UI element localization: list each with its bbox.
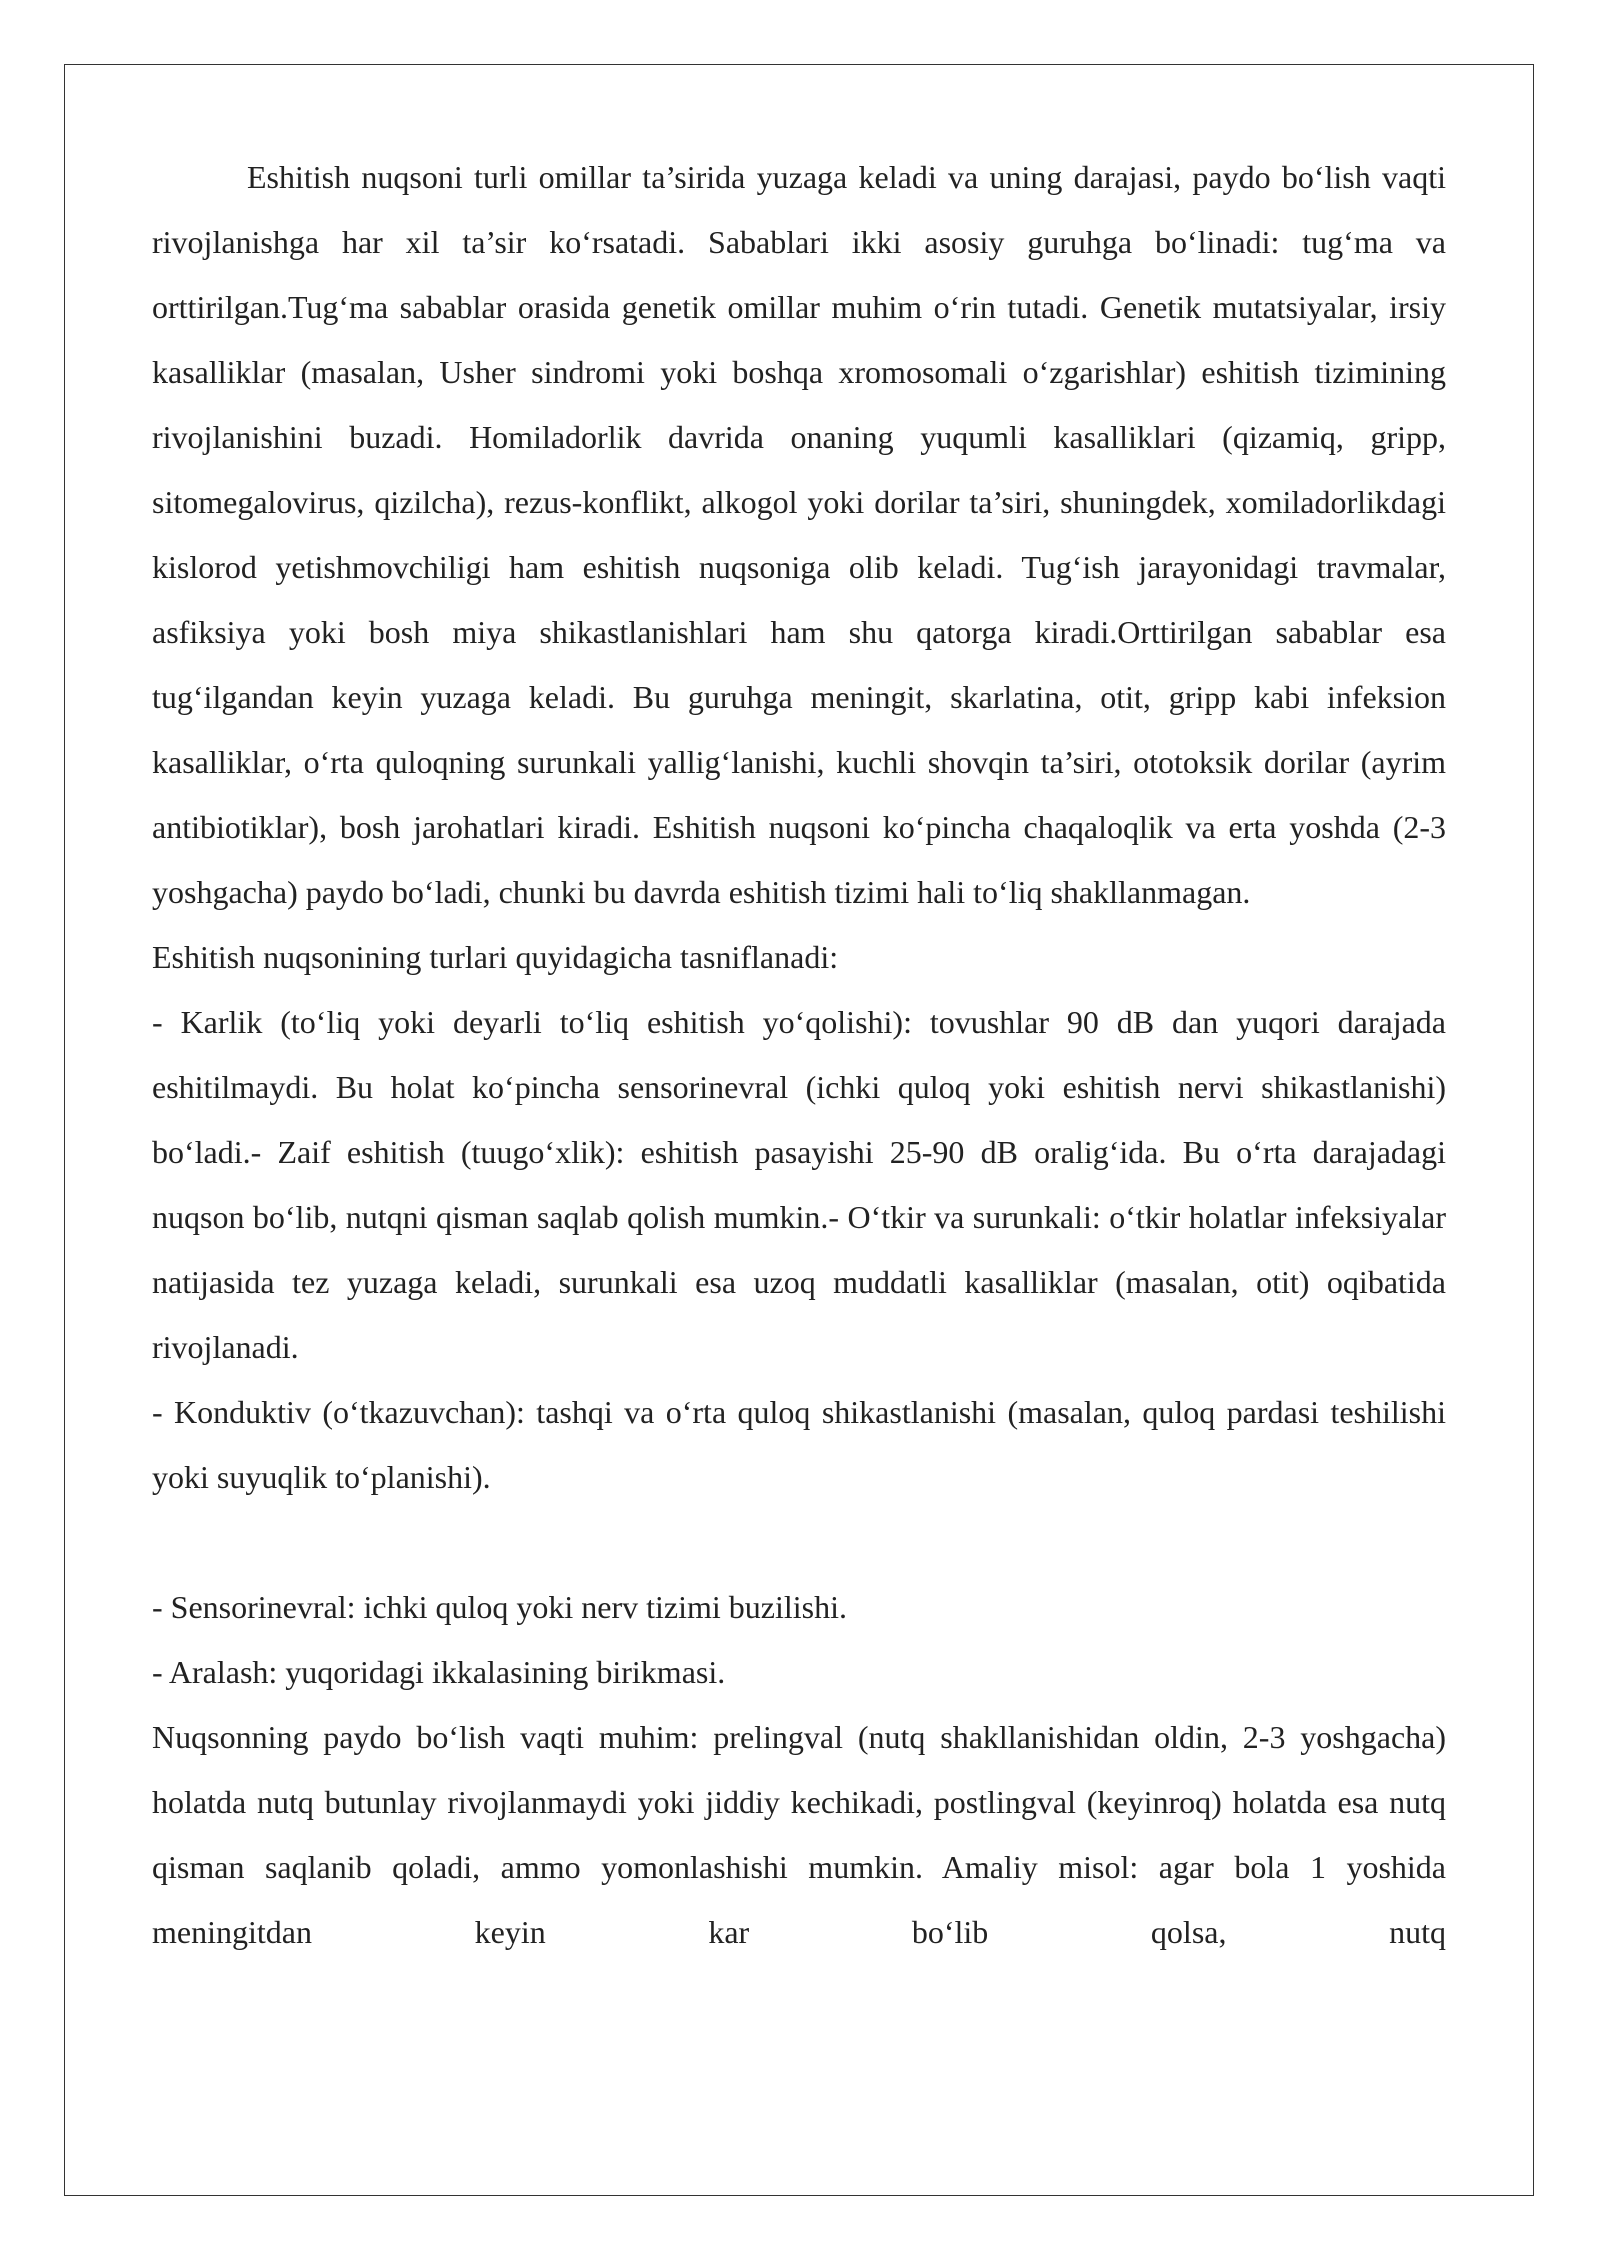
paragraph-types-heading: Eshitish nuqsonining turlari quyidagicha tasniflanadi:: [152, 939, 839, 975]
paragraph-sensorineural: - Sensorinevral: ichki quloq yoki nerv tizimi buzilishi.: [152, 1589, 847, 1625]
paragraph-mixed: - Aralash: yuqoridagi ikkalasining birikmasi.: [152, 1654, 726, 1690]
paragraph-deafness: - Karlik (to‘liq yoki deyarli to‘liq eshitish yo‘qolishi): tovushlar 90 dB dan yuqori darajada eshitilmaydi. Bu holat ko‘pincha sensorinevral (ichki quloq yoki eshitish nervi shikastlanishi) bo‘ladi.- Zaif eshitish (tuugo‘xlik): eshitish pasayishi 25-90 dB oralig‘ida. Bu o‘rta darajadagi nuqson bo‘lib, nutqni qisman saqlab qolish mumkin.- O‘tkir va surunkali: o‘tkir holatlar infeksiyalar natijasida tez yuzaga keladi, surunkali esa uzoq muddatli kasalliklar (masalan, otit) oqibatida rivojlanadi.: [152, 1004, 1446, 1365]
paragraph-onset-time: Nuqsonning paydo bo‘lish vaqti muhim: prelingval (nutq shakllanishidan oldin, 2-3 yoshgacha) holatda nutq butunlay rivojlanmaydi yoki jiddiy kechikadi, postlingval (keyinroq) holatda esa nutq qisman saqlanib qoladi, ammo yomonlashishi mumkin. Amaliy misol: agar bola 1 yoshida meningitdan keyin kar bo‘lib qolsa, nutq: [152, 1719, 1446, 1950]
document-body: [152, 145, 1446, 1965]
paragraph-causes: Eshitish nuqsoni turli omillar ta’sirida yuzaga keladi va uning darajasi, paydo bo‘lish vaqti rivojlanishga har xil ta’sir ko‘rsatadi. Sabablari ikki asosiy guruhga bo‘linadi: tug‘ma va orttirilgan.Tug‘ma sabablar orasida genetik omillar muhim o‘rin tutadi. Genetik mutatsiyalar, irsiy kasalliklar (masalan, Usher sindromi yoki boshqa xromosomali o‘zgarishlar) eshitish tizimining rivojlanishini buzadi. Homiladorlik davrida onaning yuqumli kasalliklari (qizamiq, gripp, sitomegalovirus, qizilcha), rezus-konflikt, alkogol yoki dorilar ta’siri, shuningdek, xomiladorlikdagi kislorod yetishmovchiligi ham eshitish nuqsoniga olib keladi. Tug‘ish jarayonidagi travmalar, asfiksiya yoki bosh miya shikastlanishlari ham shu qatorga kiradi.Orttirilgan sabablar esa tug‘ilgandan keyin yuzaga keladi. Bu guruhga meningit, skarlatina, otit, gripp kabi infeksion kasalliklar, o‘rta quloqning surunkali yallig‘lanishi, kuchli shovqin ta’siri, ototoksik dorilar (ayrim antibiotiklar), bosh jarohatlari kiradi. Eshitish nuqsoni ko‘pincha chaqaloqlik va erta yoshda (2-3 yoshgacha) paydo bo‘ladi, chunki bu davrda eshitish tizimi hali to‘liq shakllanmagan.: [152, 159, 1446, 910]
blank-line: [152, 1510, 1446, 1575]
paragraph-conductive: - Konduktiv (o‘tkazuvchan): tashqi va o‘rta quloq shikastlanishi (masalan, quloq pardasi teshilishi yoki suyuqlik to‘planishi).: [152, 1394, 1446, 1495]
